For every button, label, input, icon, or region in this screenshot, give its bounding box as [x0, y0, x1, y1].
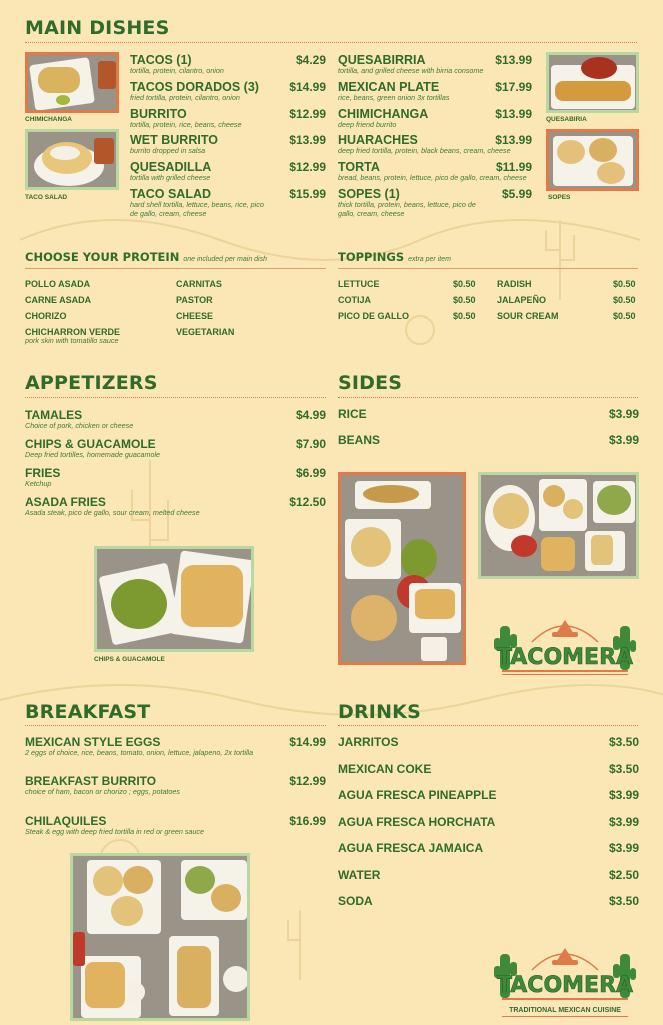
item-description: hard shell tortilla, lettuce, beans, rice, pico de gallo, cream, cheese — [130, 200, 264, 218]
item-name: BEANS — [338, 433, 381, 447]
menu-item — [338, 868, 639, 882]
item-price: $3.99 — [608, 841, 639, 855]
toppings-title — [338, 250, 451, 264]
tacos-spread-photo — [478, 472, 639, 579]
protein-option: CARNITAS — [176, 279, 222, 289]
protein-option: VEGETARIAN — [176, 327, 235, 337]
menu-item — [338, 80, 532, 103]
tacomera-logo — [494, 612, 636, 678]
item-price: $7.90 — [295, 437, 326, 451]
item-price: $12.99 — [289, 774, 326, 788]
protein-note-chicharron: pork skin with tomatillo sauce — [25, 336, 119, 345]
sides-divider — [338, 397, 638, 398]
topping-price: $0.50 — [453, 311, 476, 321]
item-name: ASADA FRIES — [25, 495, 106, 509]
chimichanga-photo — [25, 52, 119, 113]
item-description: 2 eggs of choice, rice, beans, tomato, onion, lettuce, jalapeno, 2x tortilla — [25, 748, 254, 757]
menu-item — [25, 466, 326, 489]
breakfast-photo — [70, 853, 250, 1021]
caption-quesabiria: QUESABIRIA — [546, 116, 587, 123]
item-description: Choice of pork, chicken or cheese — [25, 421, 134, 430]
item-name: AGUA FRESCA JAMAICA — [338, 841, 484, 855]
menu-item — [338, 735, 639, 749]
protein-title-text: CHOOSE YOUR PROTEIN — [25, 250, 180, 264]
tacomera-logo-art — [494, 612, 636, 678]
protein-option: PASTOR — [176, 295, 213, 305]
item-name: TORTA — [338, 160, 380, 174]
menu-item — [338, 187, 532, 218]
item-description: tortilla, protein, cilantro, onion — [130, 66, 224, 75]
chips-guacamole-photo — [94, 546, 254, 652]
tacomera-logo-footer — [494, 940, 636, 1020]
menu-item — [130, 80, 326, 103]
item-description: deep friend burrito — [338, 120, 397, 129]
tacomera-logo-footer-art — [494, 940, 636, 1020]
item-description: Asada steak, pico de gallo, sour cream, melted cheese — [25, 508, 200, 517]
item-name: TACOS DORADOS (3) — [130, 80, 259, 94]
protein-note: one included per main dish — [183, 256, 267, 263]
item-price: $12.99 — [289, 160, 326, 174]
menu-item — [130, 160, 326, 183]
topping-name: JALAPEÑO — [497, 295, 547, 305]
item-description: rice, beans, green onion 3x tortillas — [338, 93, 450, 102]
item-price: $3.50 — [608, 762, 639, 776]
menu-item — [130, 187, 326, 218]
sopes-photo — [546, 129, 639, 191]
item-price: $3.99 — [608, 815, 639, 829]
item-name: FRIES — [25, 466, 61, 480]
item-name: BREAKFAST BURRITO — [25, 774, 157, 788]
item-description: deep fried tortilla, protein, black beans, cream, cheese — [338, 146, 511, 155]
item-price: $12.50 — [289, 495, 326, 509]
protein-option: POLLO ASADA — [25, 279, 91, 289]
item-price: $13.99 — [495, 133, 532, 147]
item-description: tortilla, protein, rice, beans, cheese — [130, 120, 242, 129]
item-name: WET BURRITO — [130, 133, 218, 147]
item-price: $14.99 — [289, 80, 326, 94]
topping-name: SOUR CREAM — [497, 311, 559, 321]
appetizers-title: APPETIZERS — [25, 372, 158, 394]
item-price: $6.99 — [295, 466, 326, 480]
item-price: $11.99 — [495, 160, 532, 174]
topping-price: $0.50 — [613, 311, 636, 321]
item-name: QUESADILLA — [130, 160, 212, 174]
menu-item — [338, 815, 639, 829]
item-price: $14.99 — [289, 735, 326, 749]
menu-item — [130, 133, 326, 156]
menu-item — [338, 160, 532, 183]
toppings-divider — [338, 268, 638, 269]
item-description: tortilla, and grilled cheese with birria consome — [338, 66, 484, 75]
menu-item — [130, 53, 326, 76]
breakfast-divider — [25, 725, 326, 726]
item-description: burrito dropped in salsa — [130, 146, 206, 155]
item-name: TACO SALAD — [130, 187, 212, 201]
protein-option: CARNE ASADA — [25, 295, 92, 305]
protein-option: CHEESE — [176, 311, 214, 321]
item-price: $13.99 — [495, 53, 532, 67]
item-name: BURRITO — [130, 107, 187, 121]
main-dishes-divider — [25, 42, 637, 43]
taco-salad-photo — [25, 129, 119, 190]
drinks-divider — [338, 725, 638, 726]
menu-item — [25, 814, 326, 837]
item-price: $12.99 — [289, 107, 326, 121]
menu-item — [25, 495, 326, 518]
item-price: $3.99 — [608, 407, 639, 421]
item-description: Steak & egg with deep fried tortilla in red or green sauce — [25, 827, 204, 836]
menu-item — [338, 762, 639, 776]
item-name: MEXICAN STYLE EGGS — [25, 735, 161, 749]
toppings-title-text: TOPPINGS — [338, 250, 405, 264]
topping-name: LETTUCE — [338, 279, 380, 289]
caption-chimichanga: CHIMICHANGA — [25, 116, 72, 123]
item-price: $3.50 — [608, 894, 639, 908]
item-name: CHILAQUILES — [25, 814, 107, 828]
item-name: CHIMICHANGA — [338, 107, 429, 121]
topping-name: RADISH — [497, 279, 532, 289]
menu-item — [25, 408, 326, 431]
item-name: MEXICAN PLATE — [338, 80, 440, 94]
menu-item — [338, 53, 532, 76]
protein-option: CHICHARRON VERDE — [25, 327, 121, 337]
item-price: $2.50 — [608, 868, 639, 882]
toppings-note: extra per item — [408, 256, 451, 263]
topping-name: PICO DE GALLO — [338, 311, 410, 321]
sides-platter-photo — [338, 472, 466, 665]
topping-price: $0.50 — [453, 295, 476, 305]
item-name: CHIPS & GUACAMOLE — [25, 437, 156, 451]
menu-item — [25, 735, 326, 758]
item-name: WATER — [338, 868, 381, 882]
caption-sopes: SOPES — [548, 194, 571, 201]
quesabiria-photo — [546, 52, 639, 113]
item-description: fried tortilla, protein, cilantro, onion — [130, 93, 240, 102]
menu-item — [338, 841, 639, 855]
item-price: $4.29 — [295, 53, 326, 67]
item-price: $4.99 — [295, 408, 326, 422]
breakfast-title: BREAKFAST — [25, 701, 151, 723]
item-description: Deep fried tortilles, homemade guacamole — [25, 450, 161, 459]
topping-name: COTIJA — [338, 295, 372, 305]
sides-title: SIDES — [338, 372, 403, 394]
item-name: TACOS (1) — [130, 53, 192, 67]
item-name: MEXICAN COKE — [338, 762, 432, 776]
logo-tagline: TRADITIONAL MEXICAN CUISINE — [509, 1007, 621, 1014]
item-price: $3.50 — [608, 735, 639, 749]
protein-title — [25, 250, 267, 264]
menu-item — [338, 407, 639, 421]
item-name: HUARACHES — [338, 133, 418, 147]
item-name: AGUA FRESCA HORCHATA — [338, 815, 496, 829]
drinks-title: DRINKS — [338, 701, 421, 723]
caption-chips-guacamole: CHIPS & GUACAMOLE — [94, 656, 165, 663]
appetizers-divider — [25, 397, 326, 398]
item-name: TAMALES — [25, 408, 83, 422]
item-name: RICE — [338, 407, 367, 421]
item-price: $16.99 — [289, 814, 326, 828]
menu-item — [25, 774, 326, 797]
item-price: $13.99 — [289, 133, 326, 147]
item-description: bread, beans, protein, lettuce, pico de gallo, cream, cheese — [338, 173, 527, 182]
item-description: choice of ham, bacon or chorizo ; eggs, potatoes — [25, 787, 181, 796]
item-description: Ketchup — [25, 479, 52, 488]
protein-divider — [25, 268, 326, 269]
item-price: $15.99 — [289, 187, 326, 201]
item-name: SODA — [338, 894, 373, 908]
menu-item — [25, 437, 326, 460]
item-name: SOPES (1) — [338, 187, 400, 201]
menu-item — [338, 107, 532, 130]
logo-wordmark: TACOMERA — [496, 645, 634, 670]
menu-item — [338, 894, 639, 908]
item-description: thick tortilla, protein, beans, lettuce, pico de gallo, cream, cheese — [338, 200, 476, 218]
item-name: JARRITOS — [338, 735, 399, 749]
item-price: $5.99 — [501, 187, 532, 201]
menu-item — [338, 433, 639, 447]
protein-option: CHORIZO — [25, 311, 67, 321]
item-description: tortilla with grilled cheese — [130, 173, 211, 182]
menu-item — [130, 107, 326, 130]
caption-taco-salad: TACO SALAD — [25, 194, 68, 201]
menu-item — [338, 788, 639, 802]
item-price: $3.99 — [608, 788, 639, 802]
topping-price: $0.50 — [613, 279, 636, 289]
item-name: AGUA FRESCA PINEAPPLE — [338, 788, 497, 802]
menu-item — [338, 133, 532, 156]
item-price: $17.99 — [495, 80, 532, 94]
topping-price: $0.50 — [453, 279, 476, 289]
topping-price: $0.50 — [613, 295, 636, 305]
item-name: QUESABIRRIA — [338, 53, 426, 67]
main-dishes-title: MAIN DISHES — [25, 17, 170, 39]
item-price: $3.99 — [608, 433, 639, 447]
logo-wordmark-footer: TACOMERA — [496, 973, 634, 998]
item-price: $13.99 — [495, 107, 532, 121]
